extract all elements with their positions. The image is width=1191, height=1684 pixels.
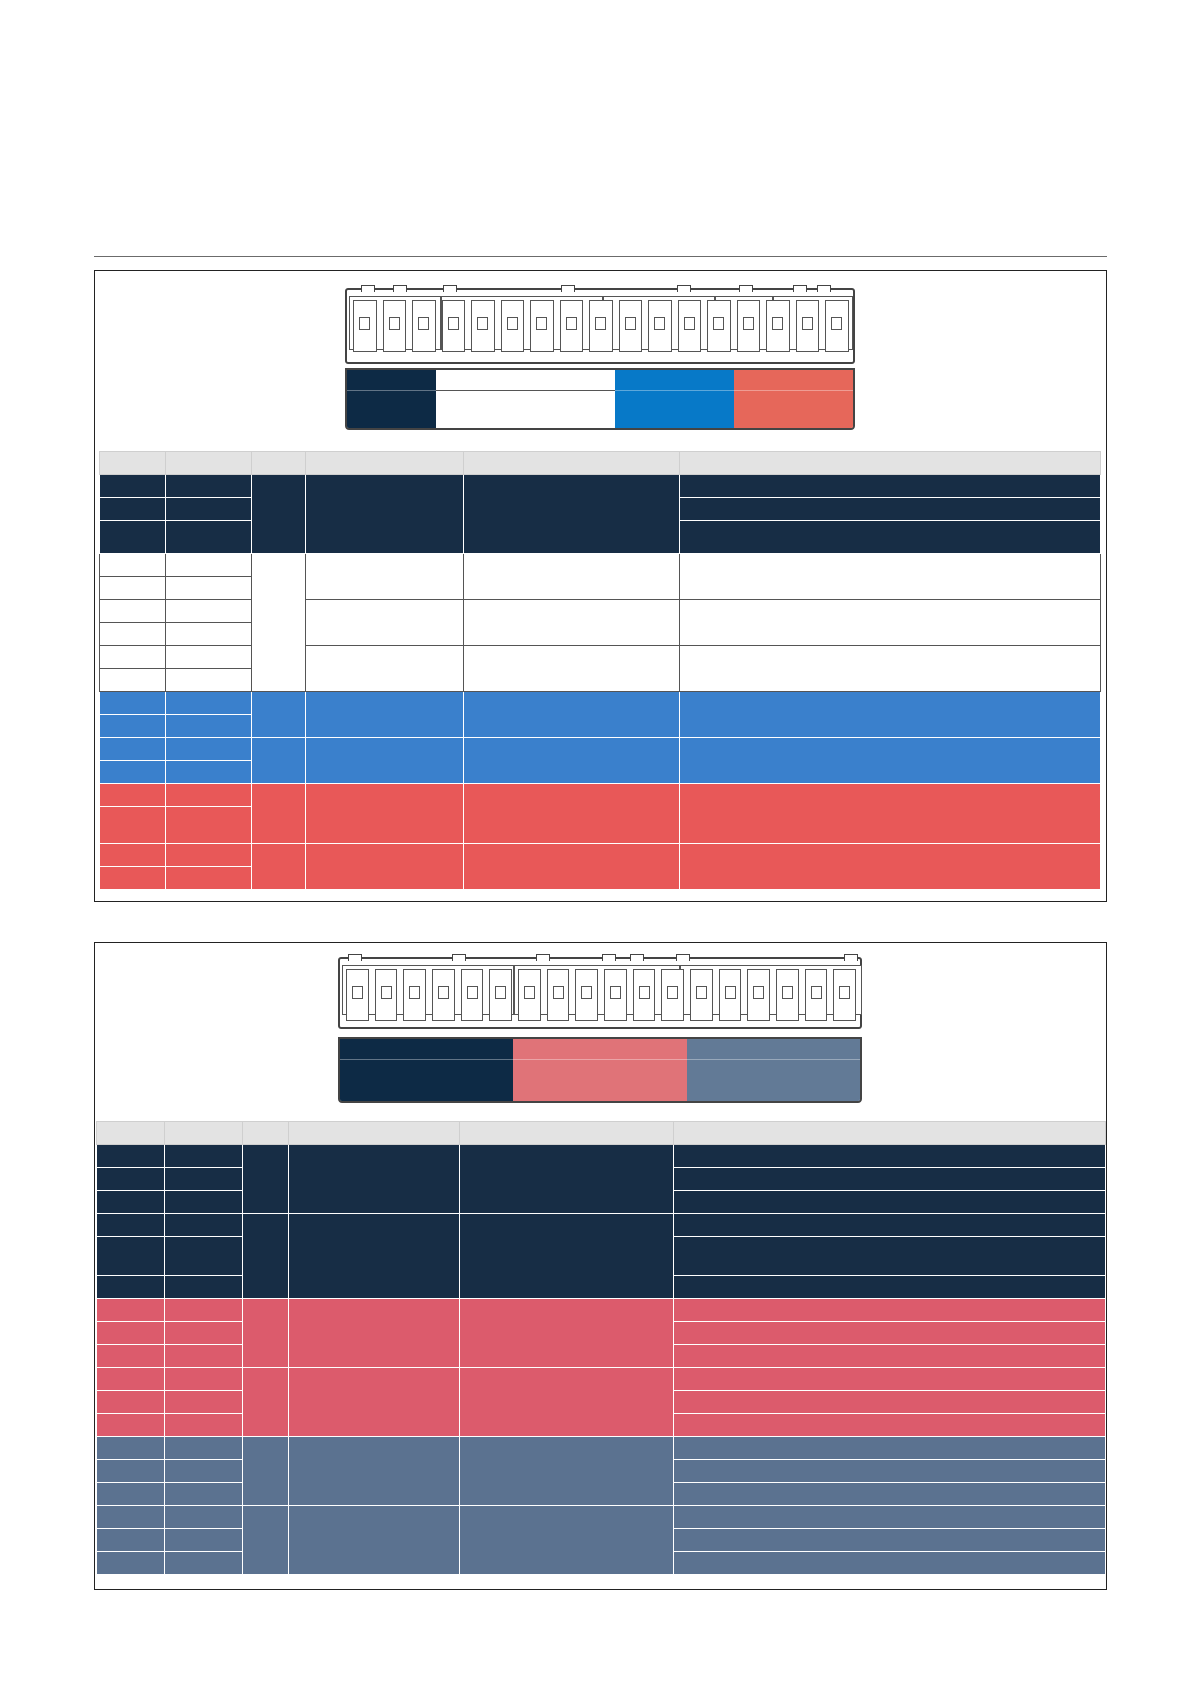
pin-color-cell (764, 370, 795, 390)
table-cell (165, 1191, 243, 1214)
table-cell (306, 844, 464, 890)
table-cell (97, 1145, 165, 1168)
pin-slot (461, 969, 484, 1021)
column-header (464, 452, 680, 475)
table-cell (464, 554, 680, 600)
table-cell (100, 498, 166, 521)
table-header-row (97, 1122, 1106, 1145)
table-cell (97, 1368, 165, 1391)
table-cell (680, 844, 1101, 890)
pin-slot (353, 300, 377, 352)
pin-color-cell (513, 1039, 543, 1059)
column-header (674, 1122, 1106, 1145)
pin-color-cell (484, 1039, 514, 1059)
pinout-table-2 (96, 1121, 1106, 1575)
pin-color-cell (571, 1039, 601, 1059)
table-cell (166, 475, 252, 498)
connector-latch (348, 954, 362, 961)
pin-slot (661, 969, 684, 1021)
table-cell (464, 784, 680, 844)
table-cell (97, 1437, 165, 1460)
table-cell (306, 738, 464, 784)
pin-color-cell (658, 1039, 688, 1059)
table-cell (289, 1299, 460, 1368)
table-cell (289, 1214, 460, 1299)
table-cell (97, 1414, 165, 1437)
table-cell (460, 1506, 674, 1575)
table-cell (674, 1299, 1106, 1322)
table-cell (680, 521, 1101, 554)
pin-group-cell (555, 390, 616, 428)
table-row (97, 1437, 1106, 1460)
table-cell (306, 600, 464, 646)
pin-color-cell (645, 370, 676, 390)
pin-slot (604, 969, 627, 1021)
table-cell (289, 1437, 460, 1506)
connector-latch (393, 285, 407, 292)
pin-color-cell (674, 370, 705, 390)
table-cell (100, 867, 166, 890)
table-cell (165, 1368, 243, 1391)
column-header (460, 1122, 674, 1145)
pin-group-cell (436, 390, 497, 428)
table-cell (166, 867, 252, 890)
table-cell (166, 600, 252, 623)
table-cell (460, 1214, 674, 1299)
pin-color-cell (704, 370, 735, 390)
pin-color-cell (615, 370, 646, 390)
table-row (100, 692, 1101, 715)
table-row (100, 784, 1101, 807)
pin-color-cell (407, 370, 438, 390)
table-cell (252, 554, 306, 692)
pin-slot (825, 300, 849, 352)
table-cell (674, 1214, 1106, 1237)
pin-group-cell (347, 390, 437, 428)
table-cell (166, 623, 252, 646)
pin-slot (383, 300, 407, 352)
table-cell (100, 669, 166, 692)
table-cell (100, 600, 166, 623)
table-cell (306, 475, 464, 554)
connector-latch (817, 285, 831, 292)
table-cell (166, 761, 252, 784)
pin-slot (501, 300, 525, 352)
pin-slot (737, 300, 761, 352)
connector-housing (345, 288, 855, 364)
table-cell (100, 646, 166, 669)
connector-latch (443, 285, 457, 292)
table-row (97, 1214, 1106, 1237)
connector-latch (536, 954, 550, 961)
table-cell (674, 1529, 1106, 1552)
pin-slot (471, 300, 495, 352)
table-row (100, 738, 1101, 761)
pin-slot (678, 300, 702, 352)
pin-group-cell (615, 390, 676, 428)
table-row (100, 844, 1101, 867)
table-cell (680, 784, 1101, 844)
table-cell (100, 715, 166, 738)
pin-color-cell (734, 370, 765, 390)
pin-color-cell (687, 1039, 717, 1059)
connector-panel-1 (94, 270, 1107, 902)
table-cell (97, 1552, 165, 1575)
table-cell (165, 1345, 243, 1368)
header-rule (94, 256, 1107, 257)
table-cell (252, 475, 306, 554)
table-cell (165, 1437, 243, 1460)
table-cell (166, 646, 252, 669)
table-cell (166, 692, 252, 715)
pin-slot (375, 969, 398, 1021)
table-cell (165, 1460, 243, 1483)
table-cell (680, 692, 1101, 738)
connector-latch (739, 285, 753, 292)
table-cell (100, 784, 166, 807)
table-cell (674, 1391, 1106, 1414)
pin-color-cell (744, 1039, 774, 1059)
table-cell (306, 646, 464, 692)
table-cell (674, 1414, 1106, 1437)
table-cell (165, 1322, 243, 1345)
column-header (166, 452, 252, 475)
table-cell (680, 738, 1101, 784)
pin-color-map (338, 1037, 862, 1103)
table-cell (165, 1276, 243, 1299)
table-row (100, 646, 1101, 669)
pin-color-cell (436, 370, 467, 390)
connector-latch (844, 954, 858, 961)
pin-slot (560, 300, 584, 352)
pin-slot (489, 969, 512, 1021)
table-cell (97, 1168, 165, 1191)
pin-color-cell (802, 1039, 832, 1059)
pin-color-cell (793, 370, 824, 390)
pin-slot (719, 969, 742, 1021)
pin-slot (589, 300, 613, 352)
pin-color-cell (629, 1039, 659, 1059)
column-header (97, 1122, 165, 1145)
table-cell (680, 475, 1101, 498)
table-cell (674, 1345, 1106, 1368)
pin-color-cell (398, 1039, 428, 1059)
table-row (97, 1299, 1106, 1322)
pin-group-cell (773, 1059, 861, 1101)
column-header (289, 1122, 460, 1145)
table-cell (166, 498, 252, 521)
table-cell (166, 554, 252, 577)
connector-panel-2 (94, 942, 1107, 1590)
table-cell (460, 1299, 674, 1368)
table-cell (165, 1237, 243, 1276)
table-cell (165, 1414, 243, 1437)
table-row (100, 475, 1101, 498)
table-header-row (100, 452, 1101, 475)
table-cell (97, 1276, 165, 1299)
pinout-table-1 (99, 451, 1101, 890)
table-cell (680, 646, 1101, 692)
table-cell (166, 669, 252, 692)
table-cell (464, 738, 680, 784)
pin-slot (796, 300, 820, 352)
table-cell (165, 1529, 243, 1552)
table-cell (97, 1191, 165, 1214)
table-cell (243, 1214, 289, 1299)
table-cell (674, 1276, 1106, 1299)
table-cell (166, 844, 252, 867)
table-cell (289, 1506, 460, 1575)
table-cell (252, 784, 306, 844)
pin-slot (530, 300, 554, 352)
pin-color-cell (823, 370, 854, 390)
pin-group-cell (674, 390, 735, 428)
table-row (100, 554, 1101, 577)
table-cell (674, 1552, 1106, 1575)
pin-slot (707, 300, 731, 352)
table-cell (674, 1368, 1106, 1391)
table-cell (464, 646, 680, 692)
table-cell (97, 1345, 165, 1368)
column-header (252, 452, 306, 475)
table-cell (166, 738, 252, 761)
table-cell (97, 1391, 165, 1414)
table-cell (166, 577, 252, 600)
pin-slot (805, 969, 828, 1021)
pin-slot (690, 969, 713, 1021)
table-cell (100, 844, 166, 867)
table-cell (464, 844, 680, 890)
pin-group-cell (687, 1059, 775, 1101)
table-cell (166, 715, 252, 738)
pin-color-cell (369, 1039, 399, 1059)
pin-color-cell (377, 370, 408, 390)
table-cell (306, 784, 464, 844)
table-cell (97, 1299, 165, 1322)
table-cell (252, 844, 306, 890)
pin-color-map (345, 368, 855, 430)
table-cell (100, 807, 166, 844)
table-cell (100, 554, 166, 577)
pin-color-cell (466, 370, 497, 390)
table-cell (460, 1437, 674, 1506)
table-cell (674, 1322, 1106, 1345)
pin-slot (619, 300, 643, 352)
column-header (100, 452, 166, 475)
column-header (243, 1122, 289, 1145)
table-cell (100, 692, 166, 715)
connector-latch (793, 285, 807, 292)
pin-color-cell (600, 1039, 630, 1059)
table-cell (252, 738, 306, 784)
pin-group-cell (340, 1059, 428, 1101)
pin-color-cell (542, 1039, 572, 1059)
table-cell (100, 577, 166, 600)
column-header (165, 1122, 243, 1145)
table-cell (674, 1460, 1106, 1483)
pin-color-cell (555, 370, 586, 390)
table-cell (306, 692, 464, 738)
table-cell (674, 1506, 1106, 1529)
table-cell (97, 1322, 165, 1345)
table-cell (165, 1299, 243, 1322)
table-cell (680, 554, 1101, 600)
table-cell (100, 761, 166, 784)
table-cell (289, 1368, 460, 1437)
connector-latch (561, 285, 575, 292)
table-row (97, 1145, 1106, 1168)
pin-slot (518, 969, 541, 1021)
table-cell (166, 784, 252, 807)
table-cell (464, 692, 680, 738)
table-cell (243, 1299, 289, 1368)
pin-slot (412, 300, 436, 352)
table-cell (97, 1214, 165, 1237)
table-cell (674, 1483, 1106, 1506)
connector-latch (452, 954, 466, 961)
pin-group-cell (513, 1059, 601, 1101)
pin-slot (547, 969, 570, 1021)
column-header (306, 452, 464, 475)
table-cell (165, 1483, 243, 1506)
table-cell (100, 521, 166, 554)
table-cell (165, 1391, 243, 1414)
table-cell (289, 1145, 460, 1214)
table-cell (100, 475, 166, 498)
connector-latch (677, 285, 691, 292)
pin-color-cell (340, 1039, 370, 1059)
pin-group-cell (427, 1059, 515, 1101)
table-cell (464, 600, 680, 646)
connector-latch (630, 954, 644, 961)
table-cell (100, 623, 166, 646)
table-cell (243, 1145, 289, 1214)
table-cell (243, 1437, 289, 1506)
pin-color-cell (831, 1039, 861, 1059)
table-cell (165, 1214, 243, 1237)
pin-slot (432, 969, 455, 1021)
pin-slot (776, 969, 799, 1021)
table-cell (680, 498, 1101, 521)
connector-latch (602, 954, 616, 961)
pin-group-cell (496, 390, 557, 428)
pin-group-cell (793, 390, 854, 428)
pin-color-cell (347, 370, 378, 390)
table-cell (97, 1237, 165, 1276)
table-cell (97, 1483, 165, 1506)
table-cell (464, 475, 680, 554)
table-cell (674, 1191, 1106, 1214)
pin-color-cell (456, 1039, 486, 1059)
pin-color-cell (716, 1039, 746, 1059)
table-cell (674, 1145, 1106, 1168)
table-row (97, 1506, 1106, 1529)
table-cell (165, 1168, 243, 1191)
connector-housing (338, 957, 862, 1029)
pin-slot (648, 300, 672, 352)
pin-slot (833, 969, 856, 1021)
table-cell (460, 1368, 674, 1437)
pin-color-cell (773, 1039, 803, 1059)
table-cell (674, 1437, 1106, 1460)
pin-group-cell (600, 1059, 688, 1101)
pin-color-cell (427, 1039, 457, 1059)
connector-diagram-2 (338, 957, 862, 1109)
pin-slot (442, 300, 466, 352)
table-cell (243, 1368, 289, 1437)
pin-slot (747, 969, 770, 1021)
table-cell (97, 1506, 165, 1529)
table-cell (674, 1168, 1106, 1191)
table-cell (674, 1237, 1106, 1276)
table-cell (97, 1460, 165, 1483)
pin-color-cell (585, 370, 616, 390)
pin-slot (403, 969, 426, 1021)
table-row (100, 600, 1101, 623)
pin-color-cell (526, 370, 557, 390)
table-cell (460, 1145, 674, 1214)
table-cell (165, 1552, 243, 1575)
connector-latch (361, 285, 375, 292)
table-cell (100, 738, 166, 761)
table-cell (166, 521, 252, 554)
table-cell (252, 692, 306, 738)
pin-slot (346, 969, 369, 1021)
table-cell (243, 1506, 289, 1575)
connector-latch (676, 954, 690, 961)
pin-color-cell (496, 370, 527, 390)
column-header (680, 452, 1101, 475)
table-cell (165, 1145, 243, 1168)
table-cell (306, 554, 464, 600)
table-cell (166, 807, 252, 844)
pin-slot (766, 300, 790, 352)
pin-slot (575, 969, 598, 1021)
pin-slot (633, 969, 656, 1021)
table-cell (680, 600, 1101, 646)
pin-group-cell (734, 390, 795, 428)
table-cell (97, 1529, 165, 1552)
table-cell (165, 1506, 243, 1529)
connector-diagram-1 (345, 288, 855, 436)
table-row (97, 1368, 1106, 1391)
